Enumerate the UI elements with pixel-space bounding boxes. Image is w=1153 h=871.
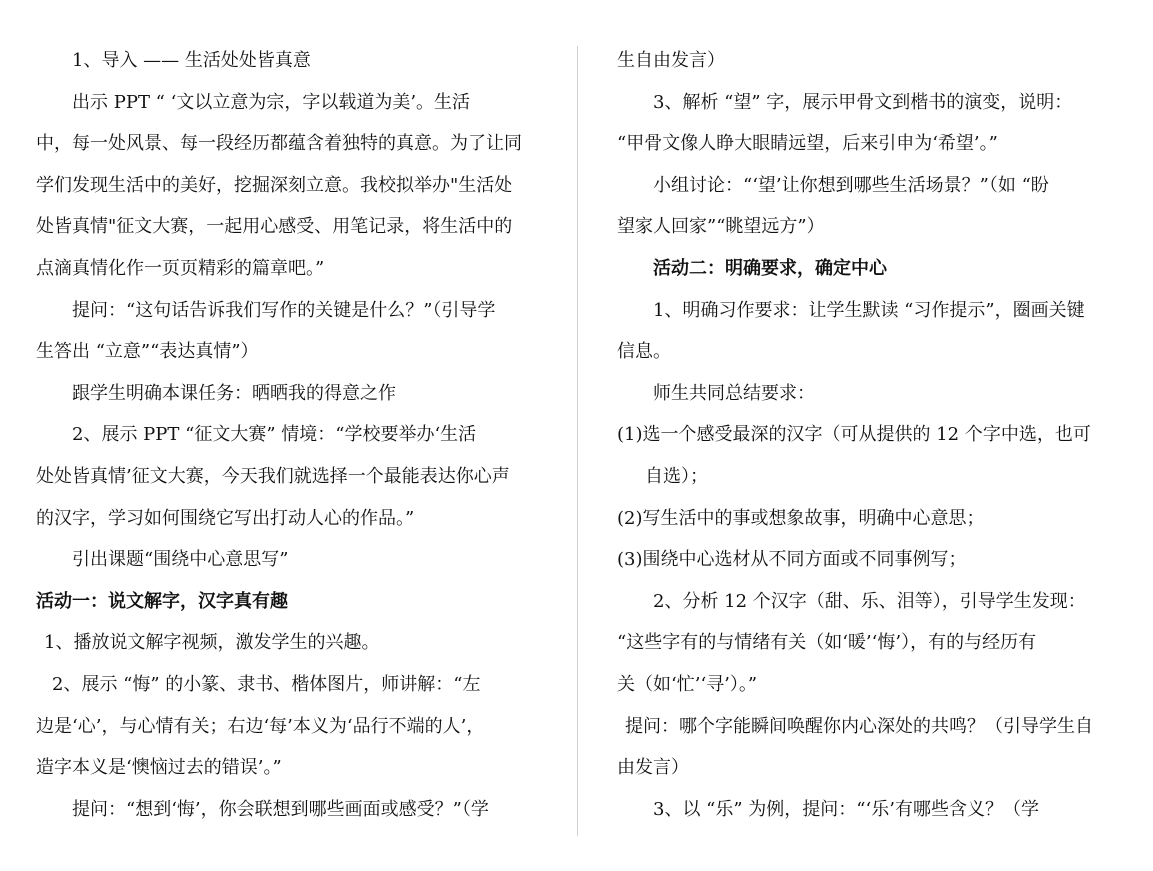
column-divider [577,46,578,836]
text-line: 望家人回家”“眺望远方”） [617,216,825,237]
text-line: 2、展示 “悔” 的小篆、隶书、楷体图片，师讲解：“左 [52,674,481,695]
text-line: “这些字有的与情绪有关（如‘暖’‘悔’），有的与经历有 [617,632,1037,653]
text-line: (1)选一个感受最深的汉字（可从提供的 12 个字中选，也可 [617,424,1091,445]
text-line: 边是‘心’，与心情有关；右边‘每’本义为‘品行不端的人’， [36,716,485,737]
text-line: 跟学生明确本课任务：晒晒我的得意之作 [72,383,396,404]
text-line: 关（如‘忙’‘寻’）。” [617,674,758,695]
text-line: 的汉字，学习如何围绕它写出打动人心的作品。” [36,508,415,529]
text-line: 1、明确习作要求：让学生默读 “习作提示”，圈画关键 [653,300,1085,321]
text-line: 师生共同总结要求： [653,383,815,404]
section-heading: 活动一：说文解字，汉字真有趣 [36,591,288,612]
text-line: 3、以 “乐” 为例，提问：“‘乐’有哪些含义？（学 [653,799,1039,820]
text-line: (2)写生活中的事或想象故事，明确中心意思； [617,508,985,529]
text-line: 1、导入 —— 生活处处皆真意 [72,50,311,71]
text-line: “甲骨文像人睁大眼睛远望，后来引申为‘希望’。” [617,133,998,154]
text-line: 3、解析 “望” 字，展示甲骨文到楷书的演变，说明： [653,92,1073,113]
text-line: 提问：“想到‘悔’，你会联想到哪些画面或感受？”（学 [72,799,489,820]
text-line: (3)围绕中心选材从不同方面或不同事例写； [617,549,967,570]
text-line: 信息。 [617,341,671,362]
text-line: 提问：“这句话告诉我们写作的关键是什么？”（引导学 [72,300,496,321]
text-line: 1、播放说文解字视频，激发学生的兴趣。 [44,632,380,653]
text-line: 小组讨论：“‘望’让你想到哪些生活场景？”（如 “盼 [653,175,1049,196]
text-line: 由发言） [617,757,689,778]
text-line: 处皆真情"征文大赛，一起用心感受、用笔记录，将生活中的 [36,216,513,237]
text-line: 引出课题“围绕中心意思写” [72,549,289,570]
text-line: 出示 PPT “ ‘文以立意为宗，字以载道为美’。生活 [72,92,471,113]
text-line: 自选）； [645,466,708,487]
text-line: 中，每一处风景、每一段经历都蕴含着独特的真意。为了让同 [36,133,522,154]
text-line: 提问：哪个字能瞬间唤醒你内心深处的共鸣？（引导学生自 [625,716,1093,737]
section-heading: 活动二：明确要求，确定中心 [653,258,887,279]
text-line: 处处皆真情’征文大赛，今天我们就选择一个最能表达你心声 [36,466,510,487]
text-line: 生答出 “立意”“表达真情”） [36,341,259,362]
text-line: 造字本义是‘懊恼过去的错误’。” [36,757,282,778]
text-line: 点滴真情化作一页页精彩的篇章吧。” [36,258,325,279]
text-line: 2、分析 12 个汉字（甜、乐、泪等），引导学生发现： [653,591,1086,612]
text-line: 2、展示 PPT “征文大赛” 情境：“学校要举办‘生活 [72,424,477,445]
text-line: 生自由发言） [617,50,725,71]
text-line: 学们发现生活中的美好，挖掘深刻立意。我校拟举办"生活处 [36,175,513,196]
